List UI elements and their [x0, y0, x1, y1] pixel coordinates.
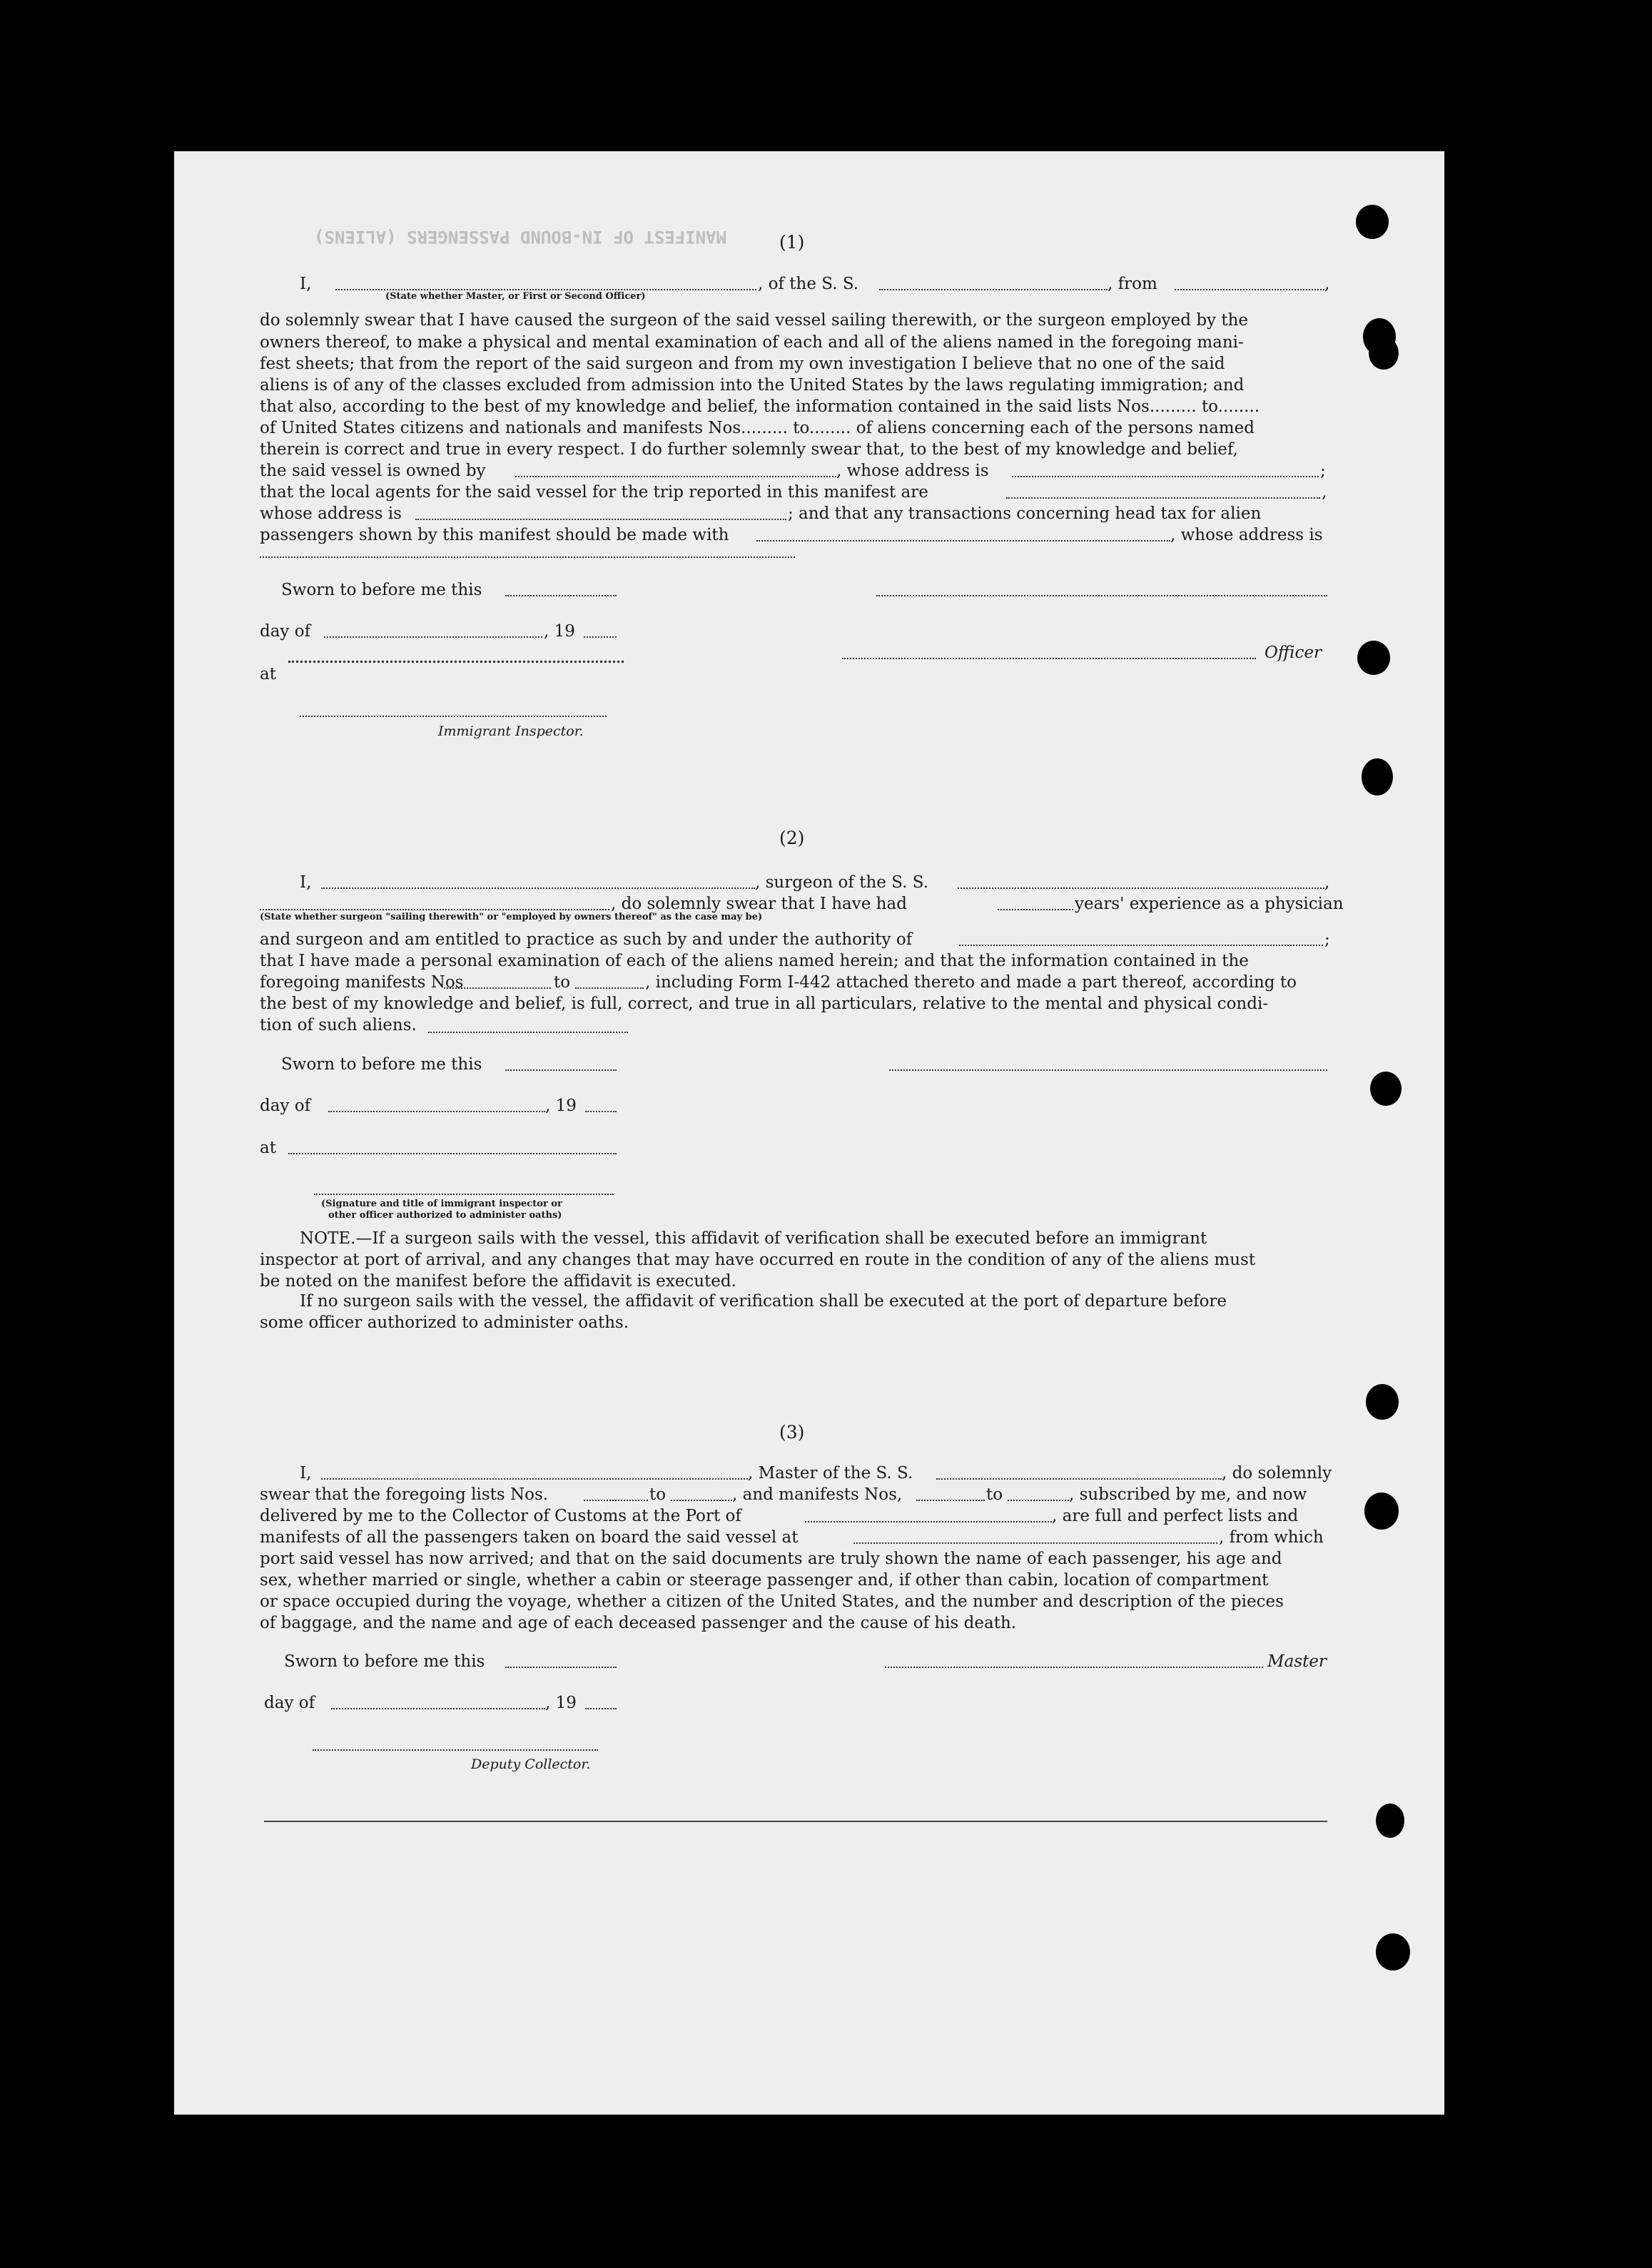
officer-line[interactable] — [842, 658, 1256, 659]
owned-by-label: the said vessel is owned by — [260, 462, 486, 480]
manifest-from-field[interactable] — [444, 987, 551, 989]
bleed-through-text: MANIFEST OF IN-BOUND PASSENGERS (ALIENS) — [314, 227, 726, 247]
do-solemnly-label: , do solemnly — [1222, 1464, 1332, 1483]
master-body-3: of baggage, and the name and age of each deceased passenger and the cause of his death. — [260, 1614, 1017, 1632]
manifest-to-label: to — [554, 973, 571, 992]
taken-on-board-label: manifests of all the passengers taken on board the said vessel at — [260, 1528, 799, 1547]
agents-address-field[interactable] — [415, 519, 786, 520]
at-label-2: at — [260, 1139, 276, 1157]
oath-officer-signature-field[interactable] — [314, 1194, 614, 1195]
authority-semicolon: ; — [1324, 930, 1330, 949]
surgeon-name-field[interactable] — [321, 888, 755, 889]
note-text-4: some officer authorized to administer oaths. — [260, 1313, 629, 1332]
year-field-1[interactable] — [584, 636, 617, 638]
note-text-0: —If a surgeon sails with the vessel, this affidavit of verification shall be executed before an immigrant — [355, 1229, 1207, 1248]
oath-1-line-1 — [300, 273, 311, 295]
officer-caption: Officer — [1265, 644, 1322, 662]
condition-text: tion of such aliens. — [260, 1016, 417, 1034]
day-month-field-3[interactable] — [331, 1708, 545, 1709]
lists-from-field[interactable] — [584, 1500, 648, 1501]
embark-port-field[interactable] — [853, 1542, 1217, 1544]
sworn-day-field-1[interactable] — [505, 595, 617, 596]
day-of-label-3: day of — [264, 1694, 315, 1712]
manifests-nos-label-3: , and manifests Nos, — [732, 1485, 903, 1504]
years-experience-field[interactable] — [998, 909, 1073, 910]
surgeon-status-note: (State whether surgeon "sailing therewith" or "employed by owners thereof" as the case may be) — [260, 912, 763, 922]
master-of-ss-label: , Master of the S. S. — [748, 1464, 913, 1483]
master-signature-field[interactable] — [885, 1667, 1263, 1668]
master-i: I, — [300, 1464, 312, 1483]
sworn-label-2: Sworn to before me this — [281, 1055, 482, 1074]
sig-note-1: (Signature and title of immigrant inspector or — [321, 1199, 562, 1209]
year-field-3[interactable] — [585, 1708, 617, 1709]
day-of-label-2: day of — [260, 1097, 311, 1115]
note-text-3: If no surgeon sails with the vessel, the affidavit of verification shall be executed at the port of departure before — [300, 1292, 1227, 1311]
local-agents-field[interactable] — [1006, 497, 1320, 499]
surgeon-signature-field[interactable] — [889, 1069, 1327, 1071]
head-tax-address-field[interactable] — [260, 556, 795, 558]
note-text-1: inspector at port of arrival, and any changes that may have occurred en route in the condition of any of the aliens must — [260, 1251, 1256, 1269]
officer-rank-note: (State whether Master, or First or Second Officer) — [385, 291, 646, 302]
sworn-day-field-2[interactable] — [505, 1069, 617, 1071]
punch-hole — [1370, 1072, 1402, 1106]
manifest-to-field[interactable] — [575, 987, 644, 989]
oath-1-i: I, — [300, 275, 312, 293]
collector-signature-field[interactable] — [313, 1749, 598, 1751]
day-month-field-1[interactable] — [324, 636, 542, 638]
agents-comma: , — [1322, 483, 1327, 502]
line-1-comma: , — [1324, 275, 1330, 293]
punch-hole — [1376, 1804, 1404, 1838]
of-the-ss-label: , of the S. S. — [758, 275, 859, 293]
lists-to-field[interactable] — [671, 1500, 732, 1501]
punch-hole — [1357, 641, 1390, 675]
surgeon-comma: , — [1324, 873, 1330, 892]
head-tax-text: ; and that any transactions concerning head tax for alien — [788, 504, 1262, 523]
at-label-1: at — [260, 665, 276, 683]
master-caption: Master — [1267, 1652, 1327, 1671]
owner-field[interactable] — [515, 476, 836, 477]
lists-nos-label: swear that the foregoing lists Nos. — [260, 1485, 549, 1504]
oath-1-body-5: of United States citizens and nationals and manifests Nos......... to........ of aliens concerning each of the persons named — [260, 419, 1255, 437]
master-body-1: sex, whether married or single, whether a cabin or steerage passenger and, if other than cabin, location of compartment — [260, 1571, 1269, 1590]
punch-hole — [1369, 337, 1399, 370]
section-2-number: (2) — [779, 828, 805, 848]
day-of-label-1: day of — [260, 622, 311, 641]
section-3-number: (3) — [779, 1422, 805, 1443]
head-tax-agent-field[interactable] — [756, 540, 1170, 541]
vessel-name-field[interactable] — [879, 289, 1108, 290]
from-port-field[interactable] — [1175, 289, 1324, 290]
oath-1-body-3: aliens is of any of the classes excluded from admission into the United States by the laws regulating immigration; and — [260, 376, 1245, 395]
master-vessel-field[interactable] — [936, 1478, 1222, 1480]
full-perfect-text: , are full and perfect lists and — [1052, 1507, 1299, 1525]
punch-hole — [1366, 1384, 1399, 1420]
note-heading: NOTE. — [300, 1229, 356, 1248]
surgeon-of-ss-label: , surgeon of the S. S. — [755, 873, 928, 892]
local-agents-label: that the local agents for the said vessel for the trip reported in this manifest are — [260, 483, 928, 502]
head-tax-address-label: , whose address is — [1170, 526, 1323, 544]
lists-to-label: to — [649, 1485, 667, 1504]
note-text-2: be noted on the manifest before the affidavit is executed. — [260, 1272, 736, 1291]
from-label: , from — [1108, 275, 1157, 293]
years-physician: years' experience as a physician — [1075, 895, 1344, 913]
knowledge-text: the best of my knowledge and belief, is full, correct, and true in all particulars, relative to the mental and physical condi- — [260, 995, 1269, 1013]
year-label-3: , 19 — [545, 1694, 577, 1712]
bottom-rule — [264, 1821, 1327, 1822]
do-solemnly-swear: , do solemnly swear that I have had — [611, 895, 907, 913]
oath-1-body-4: that also, according to the best of my knowledge and belief, the information contained in the said lists Nos......... to........ — [260, 397, 1260, 416]
oath-1-body-6: therein is correct and true in every respect. I do further solemnly swear that, to the best of my knowledge and belief, — [260, 440, 1238, 459]
form-i442-text: , including Form I-442 attached thereto and made a part thereof, according to — [645, 973, 1297, 992]
manifests-to-field[interactable] — [1008, 1500, 1069, 1501]
master-name-field[interactable] — [335, 289, 756, 290]
sworn-label-1: Sworn to before me this — [281, 581, 482, 599]
collector-port-label: delivered by me to the Collector of Customs at the Port of — [260, 1507, 741, 1525]
section-1-number: (1) — [779, 232, 805, 253]
subscribed-text: , subscribed by me, and now — [1069, 1485, 1307, 1504]
sworn-label-3: Sworn to before me this — [284, 1652, 485, 1671]
oath-1-body-0: do solemnly swear that I have caused the surgeon of the said vessel sailing therewith, or the surgeon employed by the — [260, 311, 1249, 330]
punch-hole — [1376, 1933, 1410, 1970]
note-paragraph-1 — [300, 1228, 1327, 1249]
passengers-label: passengers shown by this manifest should be made with — [260, 526, 729, 544]
agents-address-label: whose address is — [260, 504, 402, 523]
punch-hole — [1356, 205, 1389, 239]
from-which-text: , from which — [1219, 1528, 1324, 1547]
surgeon-i: I, — [300, 873, 312, 892]
punch-hole — [1362, 758, 1393, 795]
owner-semicolon: ; — [1320, 462, 1326, 480]
manifests-from-field[interactable] — [916, 1500, 985, 1501]
oath-1-body-2: fest sheets; that from the report of the said surgeon and from my own investigation I believe that no one of the said — [260, 355, 1225, 373]
owner-address-field[interactable] — [1012, 476, 1319, 477]
condition-field[interactable] — [428, 1032, 628, 1033]
practice-authority-label: and surgeon and am entitled to practice as such by and under the authority of — [260, 930, 913, 949]
officer-signature-field[interactable] — [876, 595, 1327, 596]
master-body-2: or space occupied during the voyage, whether a citizen of the United States, and the number and description of the pieces — [260, 1592, 1284, 1611]
master-name-field-3[interactable] — [321, 1478, 748, 1480]
collector-caption: Deputy Collector. — [471, 1756, 591, 1772]
oath-1-body-1: owners thereof, to make a physical and mental examination of each and all of the aliens named in the foregoing mani- — [260, 333, 1244, 352]
punch-hole — [1364, 1492, 1399, 1530]
sworn-day-field-3[interactable] — [505, 1667, 617, 1668]
surgeon-status-field[interactable] — [260, 909, 609, 910]
authority-field[interactable] — [959, 945, 1323, 946]
at-place-field-1[interactable] — [288, 661, 624, 663]
year-label-1: , 19 — [544, 622, 575, 641]
inspector-caption: Immigrant Inspector. — [438, 723, 584, 739]
collector-port-field[interactable] — [805, 1521, 1052, 1522]
manifests-to-label: to — [986, 1485, 1003, 1504]
owner-address-label: , whose address is — [836, 462, 989, 480]
master-body-0: port said vessel has now arrived; and that on the said documents are truly shown the name of each passenger, his age and — [260, 1550, 1282, 1568]
manifests-nos-label: foregoing manifests Nos — [260, 973, 464, 992]
sig-note-2: other officer authorized to administer oaths) — [328, 1210, 562, 1221]
day-month-field-2[interactable] — [328, 1111, 545, 1112]
inspector-signature-field[interactable] — [300, 716, 607, 717]
examination-text: that I have made a personal examination of each of the aliens named herein; and that the information contained in the — [260, 952, 1249, 970]
at-place-field-2[interactable] — [288, 1153, 617, 1154]
year-field-2[interactable] — [585, 1111, 617, 1112]
year-label-2: , 19 — [545, 1097, 577, 1115]
surgeon-vessel-field[interactable] — [958, 888, 1324, 889]
